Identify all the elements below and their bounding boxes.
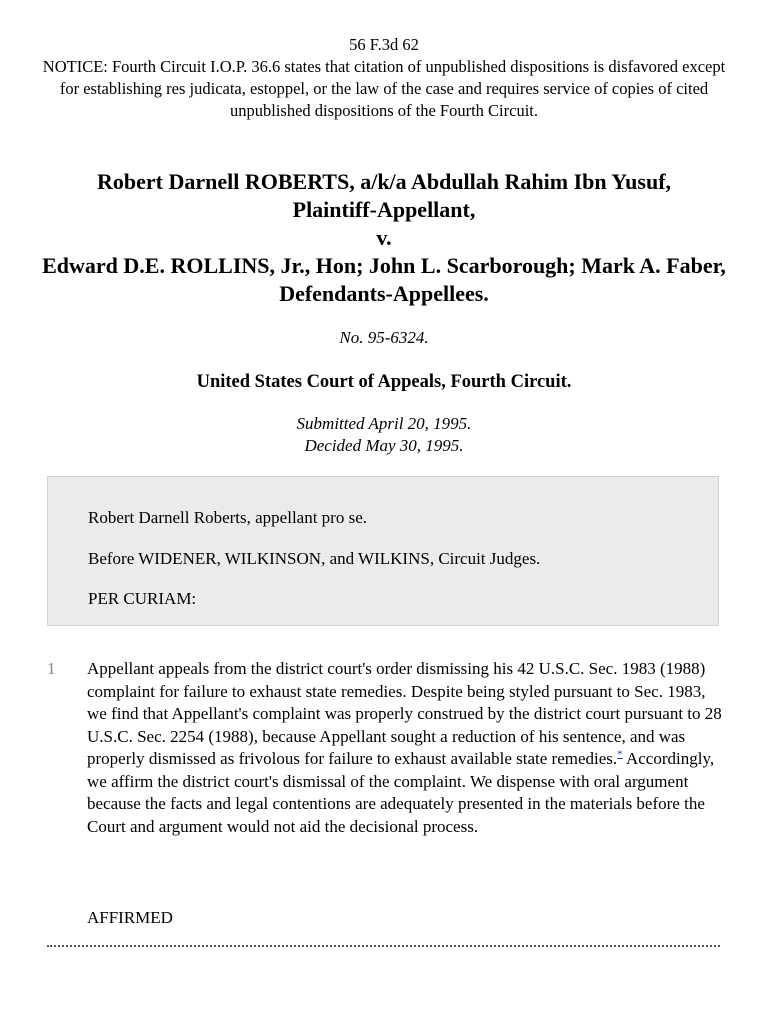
docket-number: No. 95-6324. — [339, 328, 429, 347]
citation: 56 F.3d 62 — [349, 35, 419, 54]
document-header — [40, 34, 728, 122]
counsel-line: Robert Darnell Roberts, appellant pro se. — [88, 508, 368, 527]
court-name: United States Court of Appeals, Fourth Circuit. — [196, 372, 572, 392]
opinion-text-part-1: Appellant appeals from the district court's order dismissing his 42 U.S.C. Sec. 1983 (1988) complaint for failure to exhaust state remedies. Despite being styled pursuant to Sec. 1983, we find that Appellant's complaint was properly construed by the district court pursuant to 28 U.S.C. Sec. 2254 (1988), because Appellant sought a reduction of his sentence, and was properly dismissed as frivolous for failure to exhaust available state remedies. — [87, 659, 722, 768]
submitted-date: Submitted April 20, 1995. — [296, 414, 472, 433]
versus: v. — [376, 225, 392, 250]
paragraph-number: 1 — [47, 659, 56, 678]
plaintiff-role: Plaintiff-Appellant, — [292, 197, 476, 222]
decided-date: Decided May 30, 1995. — [304, 436, 464, 455]
plaintiff-name: Robert Darnell ROBERTS, a/k/a Abdullah Rahim Ibn Yusuf, — [96, 169, 672, 194]
defendants: Edward D.E. ROLLINS, Jr., Hon; John L. Scarborough; Mark A. Faber, Defendants-Appellees. — [42, 253, 726, 306]
summary-box — [47, 476, 719, 626]
disposition: AFFIRMED — [87, 908, 173, 927]
case-dates — [40, 413, 728, 457]
opinion-text-part-2: Accordingly, we affirm the district court's dismissal of the complaint. We dispense with oral argument because the facts and legal contentions are adequately presented in the materials before the Court and argument would not aid the decisional process. — [87, 749, 715, 836]
footnote-divider — [47, 945, 720, 947]
case-caption — [40, 168, 728, 308]
footnote-link[interactable]: * — [617, 748, 623, 761]
per-curiam: PER CURIAM: — [88, 589, 197, 608]
judges-line: Before WIDENER, WILKINSON, and WILKINS, Circuit Judges. — [88, 549, 541, 568]
opinion-paragraph — [87, 658, 727, 838]
unpublished-notice: NOTICE: Fourth Circuit I.O.P. 36.6 states that citation of unpublished dispositions is disfavored except for establishing res judicata, estoppel, or the law of the case and requires service of copies of cited unpublished dispositions of the Fourth Circuit. — [42, 57, 726, 120]
